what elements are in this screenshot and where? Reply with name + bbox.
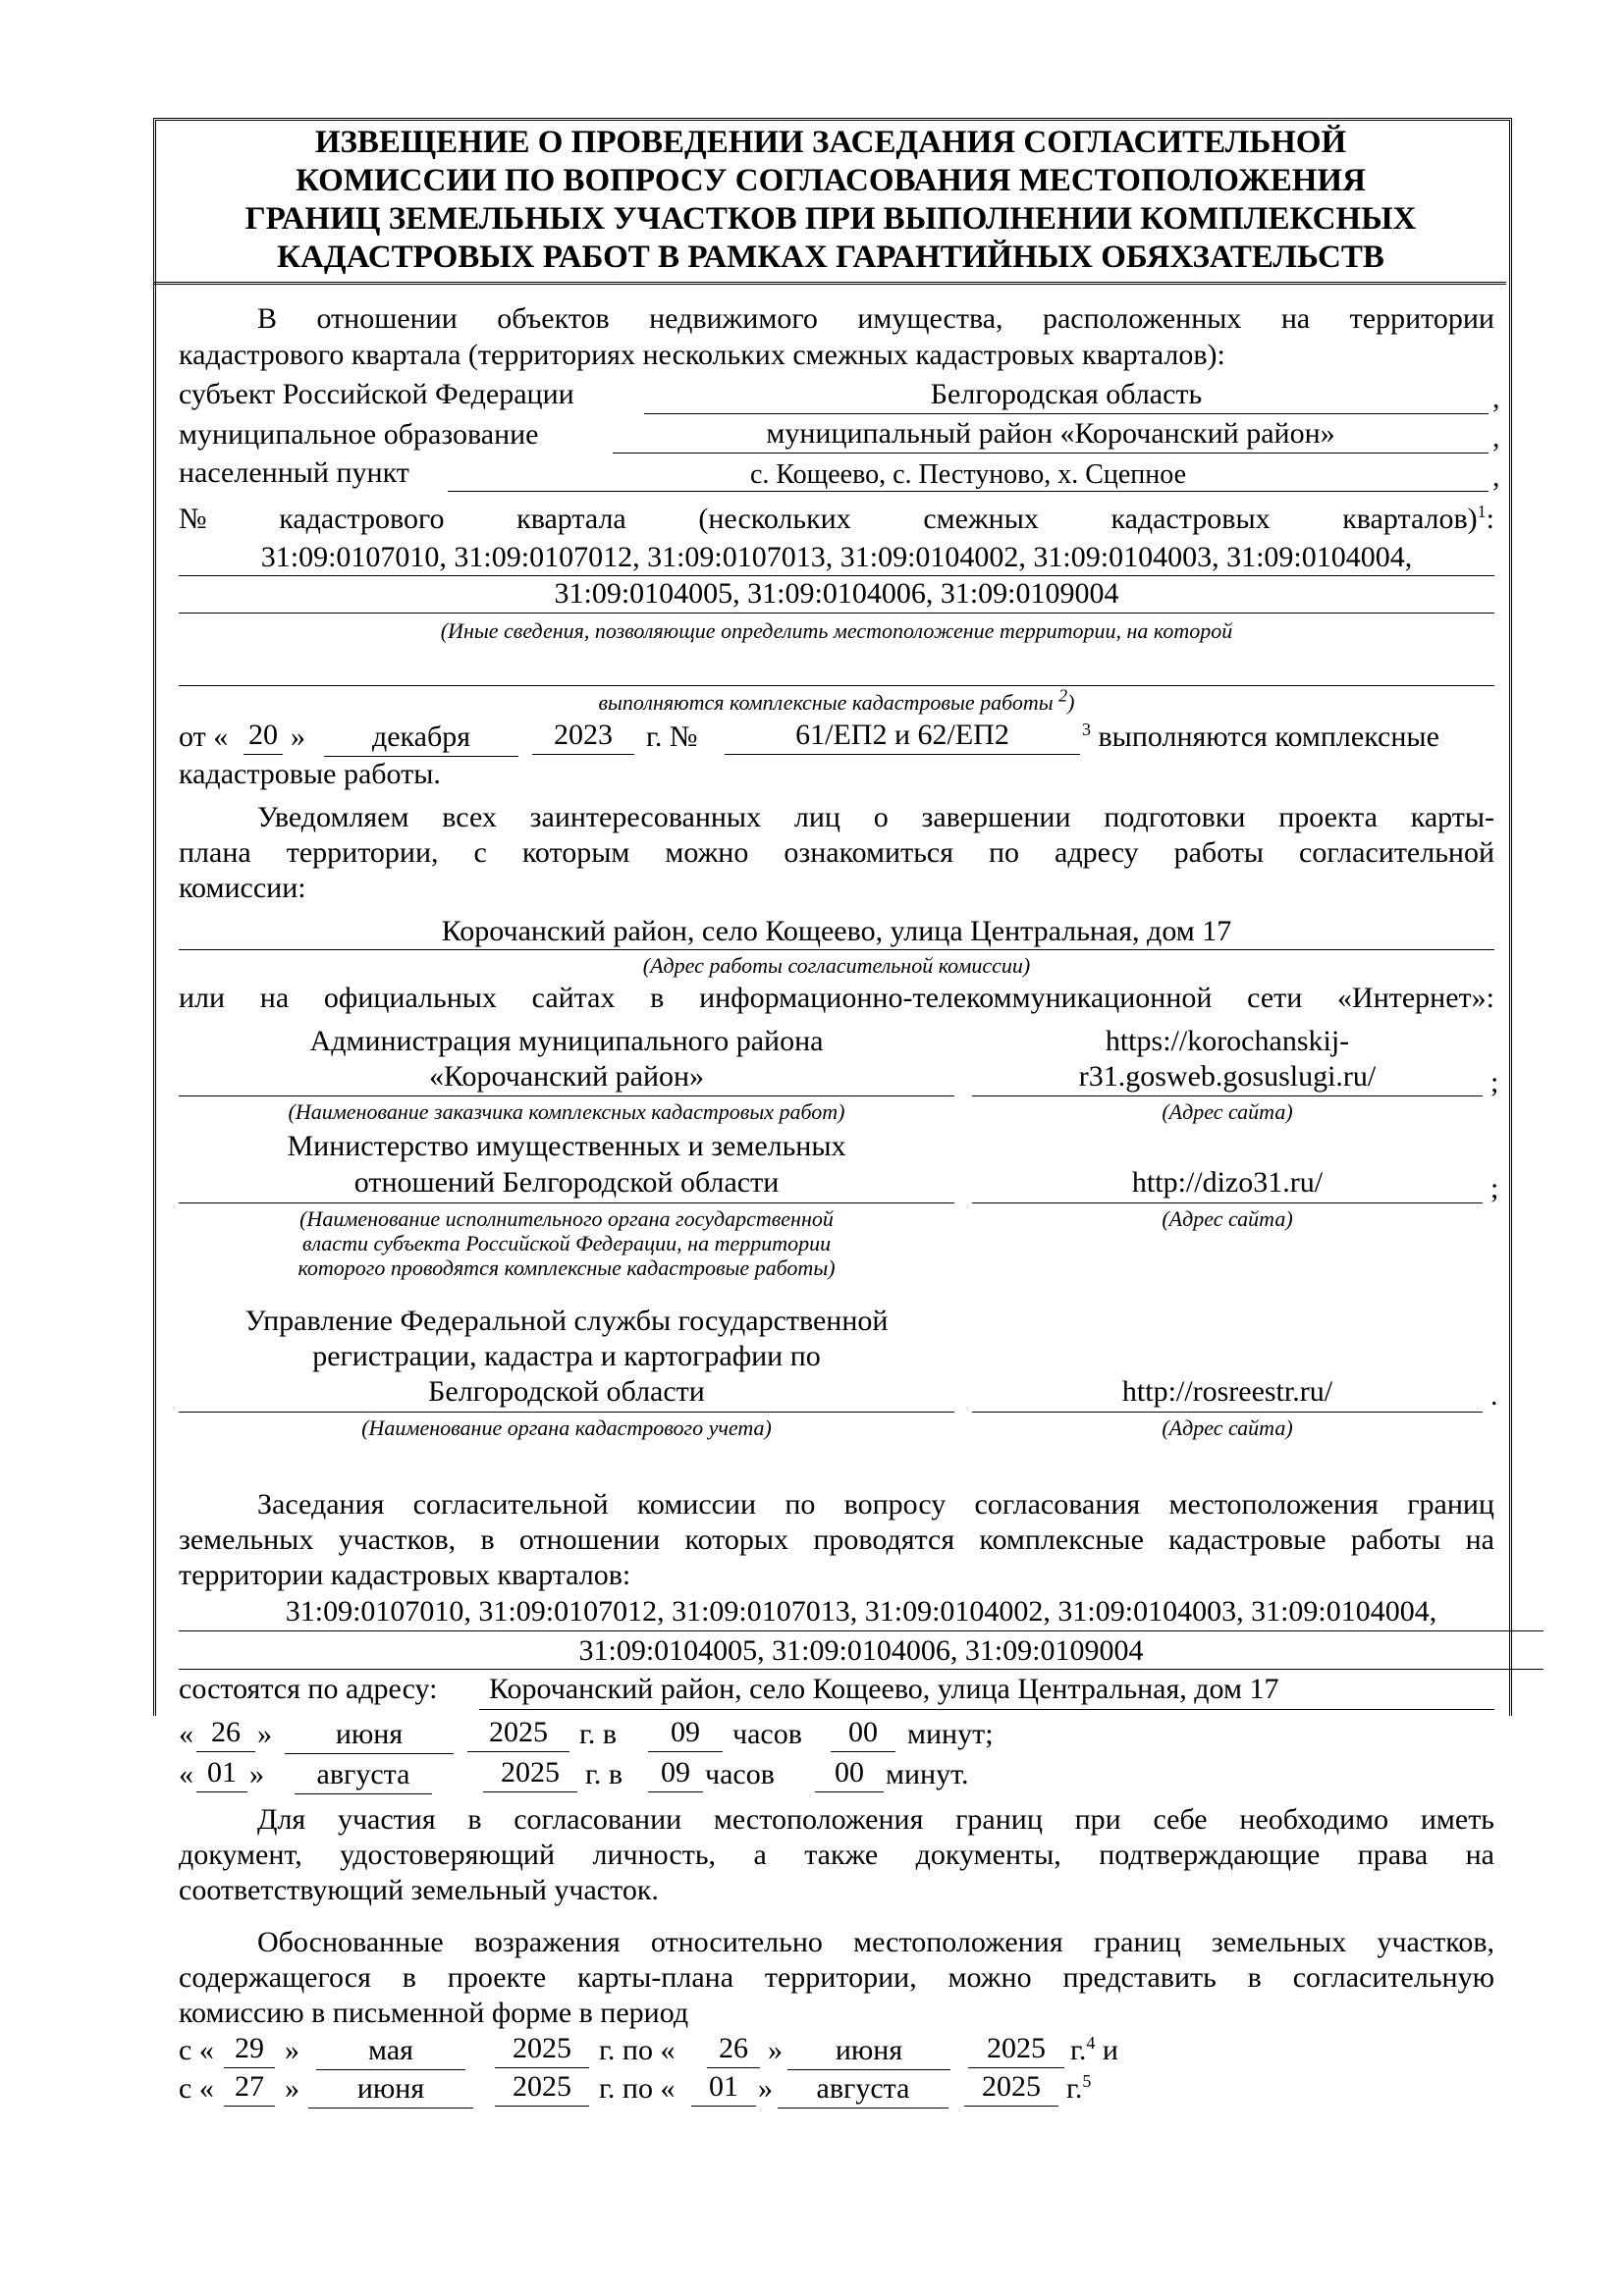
participation-line: соответствующий земельный участок.: [179, 1874, 659, 1906]
title-line: КАДАСТРОВЫХ РАБОТ В РАМКАХ ГАРАНТИЙНЫХ ОБЯХЗАТЕЛЬСТВ: [277, 240, 1384, 275]
org1-name: Администрация муниципального района: [309, 1025, 824, 1057]
quote-close: »: [249, 1758, 264, 1790]
contract-prefix: от «: [179, 721, 229, 753]
caption-line: которого проводятся комплексные кадастровые работы): [298, 1255, 836, 1280]
notice-line: плана территории, с которым можно ознакомиться по адресу работы согласительной: [179, 836, 1494, 869]
period-s: с «: [179, 2072, 214, 2105]
settlement-label: населенный пункт: [179, 456, 409, 489]
subject-label: субъект Российской Федерации: [179, 378, 574, 410]
meetings-quarters2: 31:09:0104005, 31:09:0104006, 31:09:0109004: [578, 1634, 1144, 1667]
meeting2-minutes: 00: [835, 1756, 864, 1789]
contract-g-no: г. №: [646, 721, 698, 753]
period1-from-month: мая: [368, 2034, 413, 2066]
underline: [691, 2106, 756, 2107]
caption-end: ): [1067, 690, 1075, 715]
quote-close: »: [291, 721, 305, 753]
meeting1-hours: 09: [671, 1716, 700, 1748]
org2-name: отношений Белгородской области: [353, 1166, 780, 1199]
g: г.: [1070, 2034, 1087, 2066]
other-info-caption2: [179, 685, 1494, 716]
period2-from-day: 27: [235, 2070, 264, 2103]
underline: [448, 491, 1489, 492]
label-word: квартала: [516, 503, 626, 535]
meeting1-year: 2025: [489, 1716, 548, 1748]
title-line: ГРАНИЦ ЗЕМЕЛЬНЫХ УЧАСТКОВ ПРИ ВЫПОЛНЕНИИ КОМПЛЕКСНЫХ: [244, 201, 1417, 237]
contract-number: 61/ЕП2 и 62/ЕП2: [795, 719, 1009, 751]
quarters-line1: 31:09:0107010, 31:09:0107012, 31:09:0107013, 31:09:0104002, 31:09:0104003, 31:09:0104004,: [260, 541, 1413, 573]
label-word: смежных: [923, 503, 1039, 535]
minutes-word: минут.: [886, 1758, 969, 1790]
period2-end: [1066, 2071, 1091, 2107]
meeting-address-label: состоятся по адресу:: [179, 1673, 438, 1705]
underline: [179, 949, 1494, 950]
address-caption: (Адрес работы согласительной комиссии): [642, 953, 1031, 978]
minutes-word: минут;: [907, 1718, 994, 1750]
label-text: кварталов): [1342, 503, 1478, 535]
period2-to-day: 01: [709, 2070, 738, 2103]
underline: [778, 2108, 948, 2109]
period1-to-year: 2025: [987, 2032, 1046, 2064]
period1-from-year: 2025: [513, 2032, 571, 2064]
site-caption: (Адрес сайта): [1162, 1415, 1293, 1440]
quote-close: »: [257, 1718, 272, 1750]
contract-day: 20: [248, 719, 278, 751]
label-word: кадастрового: [279, 503, 445, 535]
contract-month: декабря: [371, 721, 471, 753]
underline: [964, 2106, 1058, 2107]
org1-site[interactable]: r31.gosweb.gosuslugi.ru/: [1078, 1060, 1377, 1093]
comma: ,: [1492, 460, 1500, 493]
meeting1-day: 26: [211, 1716, 241, 1748]
contract-year: 2023: [554, 719, 613, 751]
underline: [179, 1095, 954, 1096]
underline: [179, 1630, 1543, 1631]
underline: [725, 754, 1080, 755]
footnote-mark: 3: [1082, 720, 1091, 739]
g-po: г. по «: [599, 2034, 676, 2066]
period-s: с «: [179, 2034, 214, 2066]
comma: ,: [1492, 421, 1500, 454]
caption-line: власти субъекта Российской Федерации, на территории: [301, 1231, 832, 1255]
g: г.: [1066, 2072, 1083, 2105]
meeting2-hours: 09: [661, 1756, 690, 1789]
semicolon: ;: [1490, 1172, 1499, 1204]
meeting2-day: 01: [207, 1756, 237, 1789]
underline: [196, 1791, 247, 1792]
org2-name: Министерство имущественных и земельных: [287, 1130, 846, 1162]
quote-open: «: [179, 1758, 193, 1790]
meetings-line: Заседания согласительной комиссии по вопросу согласования местоположения границ: [257, 1488, 1494, 1521]
underline: [179, 1202, 954, 1203]
meeting1-minutes: 00: [848, 1716, 878, 1748]
label-word: (нескольких: [698, 503, 851, 535]
underline: [224, 2106, 275, 2107]
underline: [648, 1791, 703, 1792]
participation-line: Для участия в согласовании местоположения границ при себе необходимо иметь: [257, 1803, 1494, 1836]
hours-word: часов: [732, 1718, 802, 1750]
org1-name: «Корочанский район»: [428, 1060, 705, 1093]
underline: [179, 613, 1494, 614]
title-line: ИЗВЕЩЕНИЕ О ПРОВЕДЕНИИ ЗАСЕДАНИЯ СОГЛАСИТЕЛЬНОЙ: [314, 125, 1347, 160]
municipality-value: муниципальный район «Корочанский район»: [766, 417, 1335, 450]
notice-line: Уведомляем всех заинтересованных лиц о завершении подготовки проекта карты-: [257, 801, 1494, 833]
quote-close: »: [285, 2072, 299, 2105]
period1-from-day: 29: [235, 2032, 264, 2064]
g-po: г. по «: [599, 2072, 676, 2105]
g-v: г. в: [585, 1758, 623, 1790]
footnote-mark: 5: [1082, 2071, 1092, 2091]
g-v: г. в: [579, 1718, 618, 1750]
period: .: [1490, 1379, 1498, 1412]
period2-from-year: 2025: [513, 2070, 571, 2103]
org3-site[interactable]: http://rosreestr.ru/: [1121, 1375, 1333, 1408]
period1-end: [1070, 2033, 1118, 2068]
underline: [972, 1095, 1483, 1096]
period2-to-month: августа: [816, 2072, 910, 2105]
label-word: №: [179, 503, 207, 535]
subject-value: Белгородская область: [930, 378, 1203, 410]
objections-line: комиссию в письменной форме в период: [179, 1997, 689, 2029]
and-word: и: [1102, 2034, 1118, 2066]
suffix-text: выполняются комплексные: [1098, 721, 1439, 753]
footnote-mark: 4: [1086, 2033, 1096, 2053]
underline: [196, 1751, 255, 1752]
websites-line: или на официальных сайтах в информационно-телекоммуникационной сети «Интернет»:: [179, 982, 1494, 1014]
underline: [972, 1412, 1483, 1413]
underline: [295, 1793, 432, 1794]
label-word: кадастровых: [1110, 503, 1271, 535]
notice-line: комиссии:: [179, 872, 306, 904]
settlement-value: с. Кощеево, с. Пестуново, х. Сцепное: [749, 459, 1187, 490]
quarters-label: [179, 502, 1494, 537]
underline: [179, 1669, 1543, 1670]
meeting1-month: июня: [335, 1718, 404, 1750]
municipality-label: муниципальное образование: [179, 418, 539, 451]
quote-close: »: [285, 2034, 299, 2066]
caption-text: выполняются комплексные кадастровые работы: [598, 690, 1054, 715]
semicolon: ;: [1490, 1066, 1499, 1098]
period2-to-year: 2025: [982, 2070, 1041, 2103]
footnote-mark: 1: [1477, 502, 1487, 521]
underline: [479, 1709, 1494, 1710]
underline: [244, 754, 283, 755]
underline: [467, 1751, 569, 1752]
underline: [707, 2067, 760, 2068]
hours-word: часов: [705, 1758, 775, 1790]
underline: [831, 1751, 895, 1752]
other-info-caption: (Иные сведения, позволяющие определить местоположение территории, на которой: [440, 618, 1233, 643]
underline: [495, 2106, 589, 2107]
page-title: [167, 124, 1494, 277]
intro-line: В отношении объектов недвижимого имущества, расположенных на территории: [257, 302, 1494, 335]
contract-suffix: [1082, 720, 1439, 755]
period2-from-month: июня: [356, 2072, 425, 2105]
underline: [644, 413, 1489, 414]
org3-name: Управление Федеральной службы государственной: [244, 1305, 889, 1337]
comma: ,: [1492, 382, 1500, 414]
period1-to-day: 26: [719, 2032, 748, 2064]
underline: [532, 754, 634, 755]
quote-open: «: [179, 1718, 193, 1750]
underline: [815, 1791, 884, 1792]
org1-caption: (Наименование заказчика комплексных кадастровых работ): [288, 1099, 845, 1124]
site-caption: (Адрес сайта): [1162, 1099, 1293, 1124]
contract-line2: кадастровые работы.: [179, 758, 441, 790]
org3-name: Белгородской области: [428, 1375, 705, 1408]
underline: [787, 2069, 950, 2070]
caption-line: (Наименование исполнительного органа государственной: [299, 1206, 834, 1231]
meetings-quarters1: 31:09:0107010, 31:09:0107012, 31:09:0107013, 31:09:0104002, 31:09:0104003, 31:09:0104004,: [285, 1595, 1437, 1628]
label-word: [1342, 502, 1494, 537]
meeting-address: Корочанский район, село Кощеево, улица Центральная, дом 17: [489, 1673, 1279, 1705]
underline: [968, 2067, 1064, 2068]
period1-to-month: июня: [835, 2034, 903, 2066]
meeting2-year: 2025: [501, 1756, 560, 1789]
quarters-line2: 31:09:0104005, 31:09:0104006, 31:09:0109004: [554, 577, 1119, 610]
intro-line: кадастрового квартала (территориях нескольких смежных кадастровых кварталов):: [179, 339, 1225, 371]
org3-name: регистрации, кадастра и картографии по: [312, 1340, 821, 1372]
org2-site[interactable]: http://dizo31.ru/: [1131, 1166, 1324, 1199]
quote-close: »: [758, 2072, 773, 2105]
underline: [179, 1412, 954, 1413]
title-line: КОМИССИИ ПО ВОПРОСУ СОГЛАСОВАНИЯ МЕСТОПОЛОЖЕНИЯ: [296, 163, 1366, 198]
underline: [285, 1753, 454, 1754]
meeting2-month: августа: [316, 1758, 410, 1790]
quote-close: »: [768, 2034, 783, 2066]
commission-address: Корочанский район, село Кощеево, улица Центральная, дом 17: [441, 915, 1232, 947]
underline: [648, 1751, 723, 1752]
underline: [179, 685, 1494, 686]
objections-line: Обоснованные возражения относительно местоположения границ земельных участков,: [257, 1926, 1494, 1958]
footnote-mark: 2: [1058, 685, 1068, 706]
org1-site[interactable]: https://korochanskij-: [1105, 1025, 1350, 1057]
meetings-line: территории кадастровых кварталов:: [179, 1559, 631, 1591]
underline: [613, 453, 1489, 454]
site-caption: (Адрес сайта): [1162, 1206, 1293, 1231]
objections-line: содержащегося в проекте карты-плана территории, можно представить в согласительную: [179, 1961, 1494, 1994]
underline: [495, 2067, 589, 2068]
meetings-line: земельных участков, в отношении которых проводятся комплексные кадастровые работы на: [179, 1523, 1494, 1556]
org2-caption: [179, 1206, 954, 1280]
colon: :: [1486, 503, 1494, 535]
underline: [224, 2067, 275, 2068]
participation-line: документ, удостоверяющий личность, а также документы, подтверждающие права на: [179, 1839, 1494, 1871]
underline: [483, 1791, 577, 1792]
org3-caption: (Наименование органа кадастрового учета): [361, 1415, 772, 1440]
underline: [316, 2069, 465, 2070]
underline: [308, 2108, 473, 2109]
underline: [972, 1202, 1483, 1203]
